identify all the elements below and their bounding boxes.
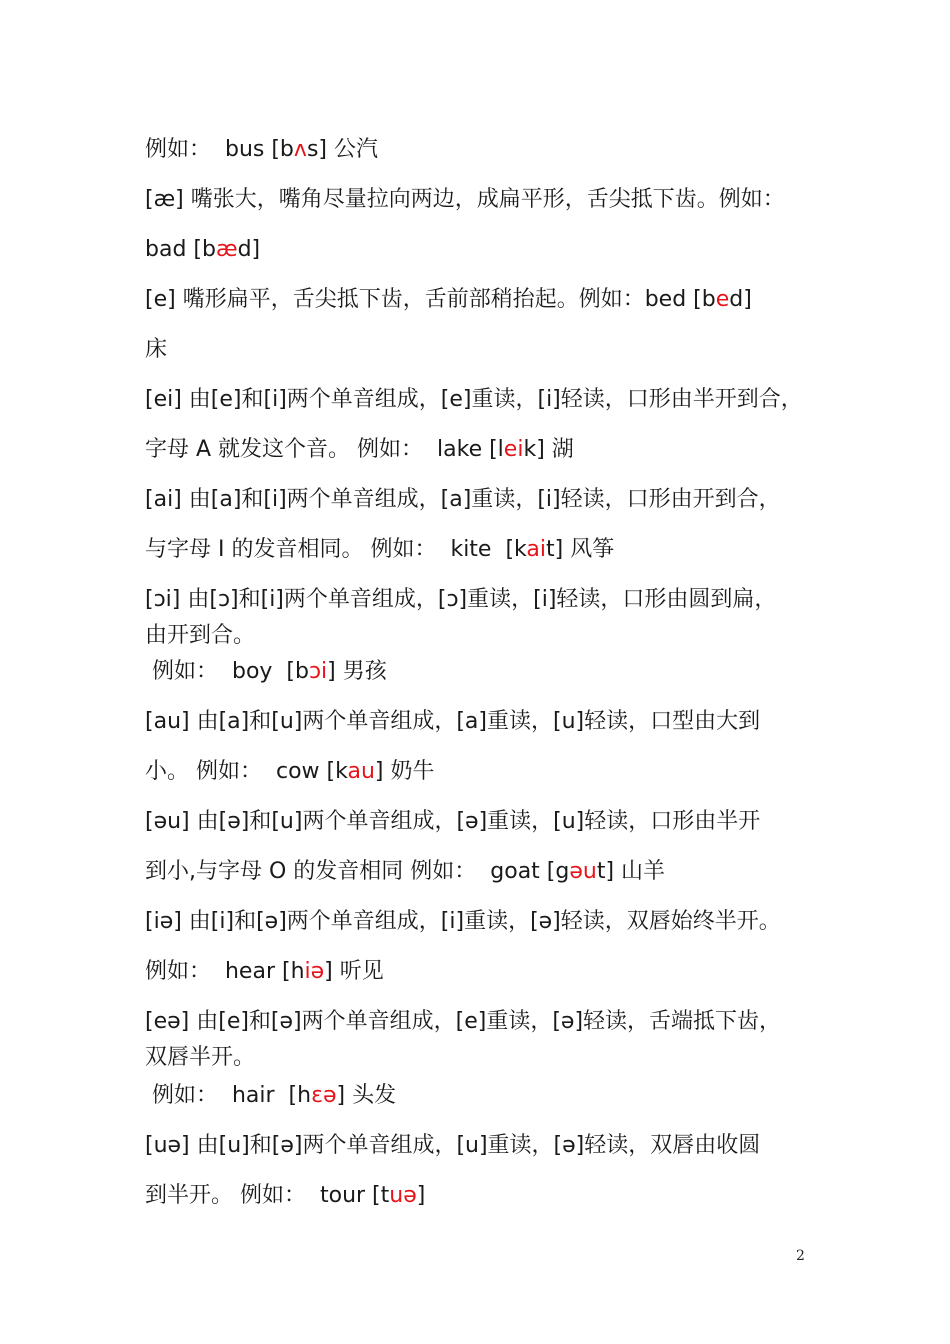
text-line <box>145 958 384 986</box>
text-line <box>145 1044 255 1072</box>
text-segment: 由开到合。 <box>145 623 256 648</box>
text-segment: ] 头发 <box>336 1083 397 1108</box>
text-line <box>145 486 781 514</box>
text-segment: t] 山羊 <box>596 859 666 884</box>
text-line <box>145 536 614 564</box>
phoneme-highlight: iə <box>304 959 325 984</box>
text-segment: [au] 由[a]和[u]两个单音组成，[a]重读，[u]轻读，口型由大到 <box>145 709 761 734</box>
text-segment: s] 公汽 <box>306 137 378 162</box>
text-segment: 例如： hear [h <box>145 959 305 984</box>
text-line <box>145 1008 781 1036</box>
phoneme-highlight: æ <box>215 237 238 262</box>
text-segment: [iə] 由[i]和[ə]两个单音组成，[i]重读，[ə]轻读，双唇始终半开。 <box>145 909 781 934</box>
text-line <box>145 1082 396 1110</box>
text-line <box>145 236 260 264</box>
text-segment: 与字母 I 的发音相同。 例如： kite [k <box>145 537 527 562</box>
text-line <box>145 286 752 314</box>
text-segment: 例如： bus [b <box>145 137 294 162</box>
page-number: 2 <box>796 1248 805 1264</box>
phoneme-highlight: uə <box>389 1183 417 1208</box>
text-segment: 到半开。 例如： tour [t <box>145 1183 390 1208</box>
text-segment: ] <box>416 1183 426 1208</box>
text-segment: [uə] 由[u]和[ə]两个单音组成，[u]重读，[ə]轻读，双唇由收圆 <box>145 1133 761 1158</box>
text-line <box>145 758 434 786</box>
text-line <box>145 858 665 886</box>
text-segment: 例如： boy [b <box>145 659 309 684</box>
text-line <box>145 658 387 686</box>
text-line <box>145 1182 425 1210</box>
text-segment: k] 湖 <box>523 437 574 462</box>
text-line <box>145 708 760 736</box>
phoneme-highlight: ʌ <box>293 137 307 162</box>
text-line <box>145 136 378 164</box>
text-line <box>145 336 167 364</box>
phoneme-highlight: au <box>347 759 375 784</box>
text-segment: t] 风筝 <box>546 537 615 562</box>
text-line <box>145 586 776 614</box>
text-line <box>145 1132 760 1160</box>
text-line <box>145 808 760 836</box>
text-segment: ] 听见 <box>324 959 384 984</box>
text-segment: 到小,与字母 O 的发音相同 例如： goat [g <box>145 859 570 884</box>
text-segment: [ai] 由[a]和[i]两个单音组成，[a]重读，[i]轻读，口形由开到合， <box>145 487 781 512</box>
text-segment: ] 男孩 <box>327 659 387 684</box>
text-segment: [eə] 由[e]和[ə]两个单音组成，[e]重读，[ə]轻读，舌端抵下齿， <box>145 1009 782 1034</box>
text-segment: [ei] 由[e]和[i]两个单音组成，[e]重读，[i]轻读，口形由半开到合， <box>145 387 803 412</box>
text-line <box>145 386 803 414</box>
text-segment: d] <box>729 287 752 312</box>
phoneme-highlight: ei <box>503 437 524 462</box>
phoneme-highlight: ɔi <box>308 659 328 684</box>
text-segment: [ɔi] 由[ɔ]和[i]两个单音组成，[ɔ]重读，[i]轻读，口形由圆到扁， <box>145 587 777 612</box>
text-segment: d] <box>237 237 261 262</box>
text-segment: [əu] 由[ə]和[u]两个单音组成，[ə]重读，[u]轻读，口形由半开 <box>145 809 761 834</box>
text-segment: bad [b <box>145 237 216 262</box>
phoneme-highlight: ai <box>526 537 546 562</box>
text-line <box>145 908 781 936</box>
text-segment: ] 奶牛 <box>374 759 435 784</box>
text-segment: 床 <box>145 337 168 362</box>
text-segment: 小。 例如： cow [k <box>145 759 348 784</box>
text-line <box>145 186 785 214</box>
text-segment: 例如： hair [h <box>145 1083 312 1108</box>
phoneme-highlight: e <box>715 287 730 312</box>
text-segment: [e] 嘴形扁平，舌尖抵下齿，舌前部稍抬起。例如：bed [b <box>145 287 716 312</box>
phoneme-highlight: ɛə <box>311 1083 337 1108</box>
phoneme-highlight: əu <box>569 859 597 884</box>
text-segment: 字母 A 就发这个音。 例如： lake [l <box>145 437 504 462</box>
text-line <box>145 622 255 650</box>
text-segment: [æ] 嘴张大，嘴角尽量拉向两边，成扁平形，舌尖抵下齿。例如： <box>145 187 785 212</box>
text-line <box>145 436 574 464</box>
text-segment: 双唇半开。 <box>145 1045 256 1070</box>
